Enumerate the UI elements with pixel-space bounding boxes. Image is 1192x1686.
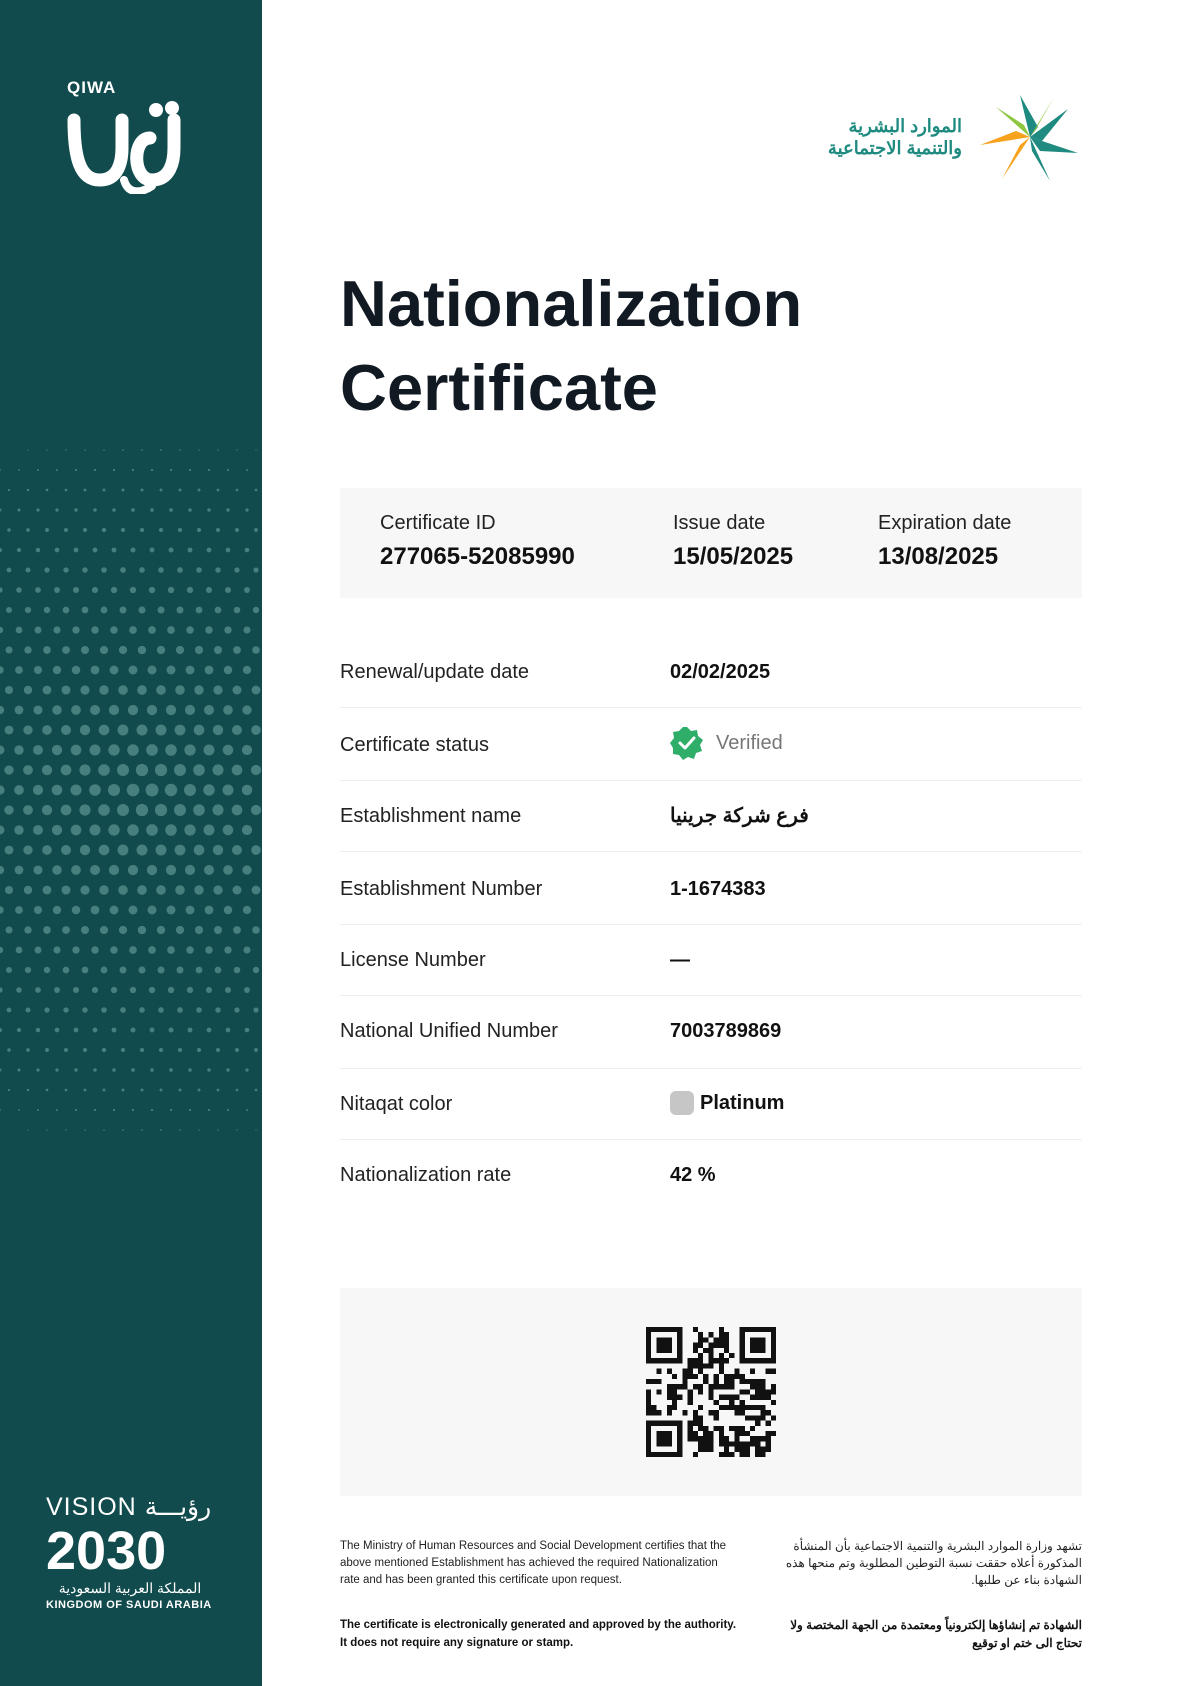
certificate-id-field xyxy=(380,512,575,571)
details-list xyxy=(340,635,1082,1212)
ministry-logo xyxy=(806,92,1086,184)
detail-row-renewal-date xyxy=(340,635,1082,708)
issue-date-field xyxy=(673,512,793,571)
title-line2: Certificate xyxy=(340,351,658,424)
ministry-star-icon xyxy=(974,92,1086,182)
detail-row-national-unified-number xyxy=(340,996,1082,1069)
issue-date-value: 15/05/2025 xyxy=(673,543,794,570)
vision-english-name: KINGDOM OF SAUDI ARABIA xyxy=(46,1599,212,1611)
detail-row-license-number xyxy=(340,925,1082,996)
decorative-dot-pattern xyxy=(0,230,262,1190)
expiration-date-field xyxy=(878,512,1011,571)
vision-label: VISION رؤيـــة xyxy=(46,1493,212,1521)
ministry-name-line2: والتنمية الاجتماعية xyxy=(827,138,962,158)
page-title xyxy=(340,262,940,430)
detail-label: Nitaqat color xyxy=(340,1093,453,1115)
certificate-id-value: 277065-52085990 xyxy=(380,543,575,570)
qiwa-latin-logo-text: QIWA xyxy=(67,78,117,97)
expiration-date-value: 13/08/2025 xyxy=(878,543,999,570)
detail-label: Renewal/update date xyxy=(340,661,530,683)
footer-english-statement: The Ministry of Human Resources and Social Development certifies that the above mentioned Establishment has achieved the required Nationalization rate and has been granted this certificate upon request. xyxy=(340,1540,727,1586)
expiration-date-label: Expiration date xyxy=(878,512,1012,534)
detail-value: 42 % xyxy=(670,1164,716,1186)
detail-value: 1-1674383 xyxy=(670,878,766,900)
vision-arabic-name: المملكة العربية السعودية xyxy=(58,1580,202,1596)
certificate-id-label: Certificate ID xyxy=(380,512,496,534)
qr-code-panel xyxy=(340,1288,1082,1496)
status-badge xyxy=(670,726,783,760)
detail-value: 02/02/2025 xyxy=(670,661,771,683)
vision-2030-logo xyxy=(46,1492,236,1611)
ministry-name-line1: الموارد البشرية xyxy=(848,116,962,136)
certificate-summary-box xyxy=(340,488,1082,598)
detail-row-nationalization-rate xyxy=(340,1140,1082,1212)
detail-label: National Unified Number xyxy=(340,1020,558,1042)
verified-check-icon xyxy=(670,726,704,760)
footer-arabic-statement: تشهد وزارة الموارد البشرية والتنمية الاجتماعية بأن المنشأة المذكورة أعلاه حققت نسبة التوطين المطلوبة وتم منحها هذه الشهادة بناء عن طلبها. xyxy=(785,1539,1082,1587)
detail-value: 7003789869 xyxy=(670,1020,782,1042)
vision-year: 2030 xyxy=(46,1521,167,1581)
detail-row-certificate-status xyxy=(340,708,1082,781)
qr-code-icon[interactable] xyxy=(646,1327,776,1457)
detail-row-nitaqat-color xyxy=(340,1069,1082,1140)
detail-label: Establishment name xyxy=(340,805,522,827)
detail-row-establishment-name xyxy=(340,781,1082,852)
nitaqat-value xyxy=(670,1091,784,1115)
detail-label: License Number xyxy=(340,949,486,971)
detail-row-establishment-number xyxy=(340,852,1082,925)
qiwa-logo-icon xyxy=(66,98,200,194)
sidebar xyxy=(0,0,262,1686)
nitaqat-color-swatch xyxy=(670,1091,694,1115)
detail-label: Certificate status xyxy=(340,734,489,756)
detail-label: Nationalization rate xyxy=(340,1164,512,1186)
issue-date-label: Issue date xyxy=(673,512,766,534)
detail-value: Platinum xyxy=(700,1091,785,1114)
detail-value: فرع شركة جرينيا xyxy=(670,805,809,827)
footer-arabic-note: الشهادة تم إنشاؤها إلكترونياً ومعتمدة من الجهة المختصة ولا تحتاج الى ختم او توقيع xyxy=(790,1618,1082,1650)
title-line1: Nationalization xyxy=(340,267,803,340)
detail-value: — xyxy=(670,949,690,971)
detail-label: Establishment Number xyxy=(340,878,543,900)
status-text: Verified xyxy=(716,731,783,754)
footer-english-note: The certificate is electronically generated and approved by the authority. It does not require any signature or stamp. xyxy=(340,1619,737,1649)
